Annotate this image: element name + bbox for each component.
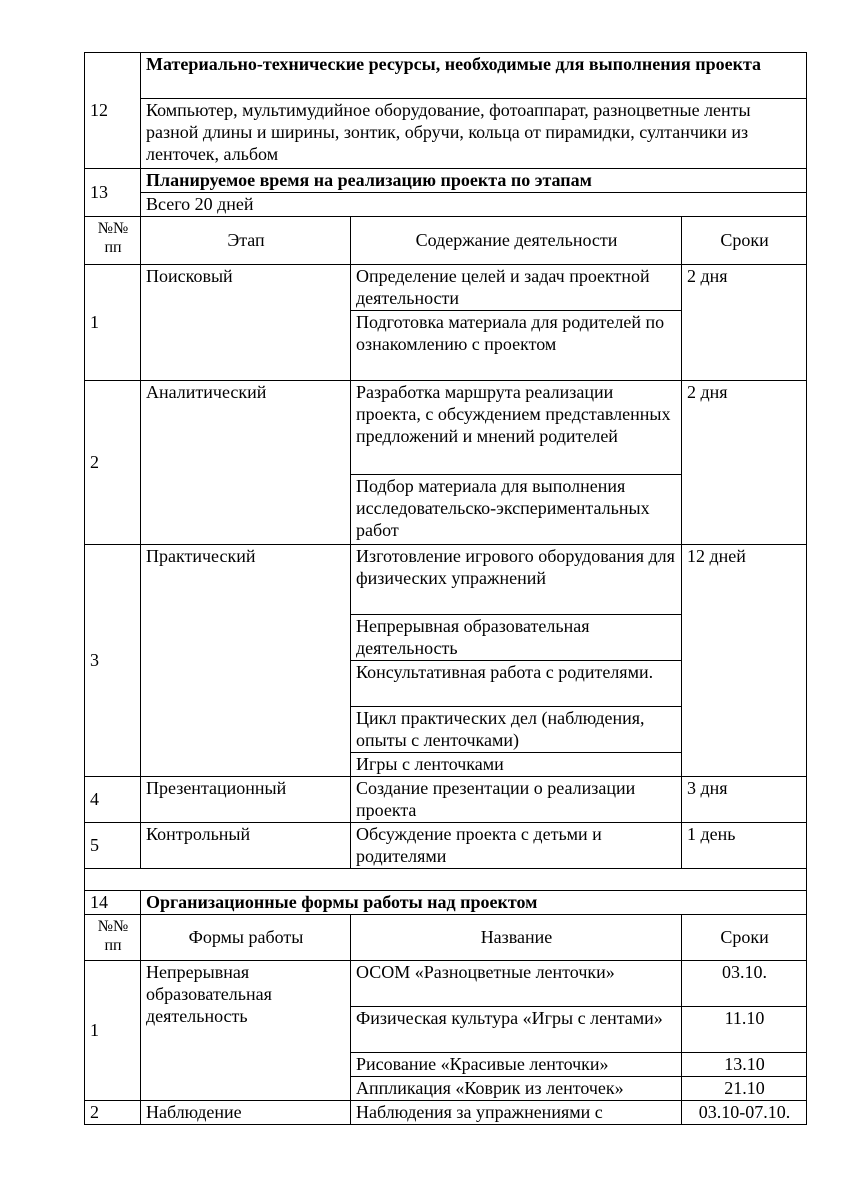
form-date: 21.10 bbox=[682, 1077, 807, 1101]
header-stage: Этап bbox=[141, 217, 351, 265]
section-14-title: Организационные формы работы над проектом bbox=[141, 891, 807, 915]
stage-name: Аналитический bbox=[141, 381, 351, 545]
stage-number: 4 bbox=[85, 777, 141, 823]
stage-term: 2 дня bbox=[682, 265, 807, 381]
header-form: Формы работы bbox=[141, 915, 351, 961]
header-terms: Сроки bbox=[682, 217, 807, 265]
form-date: 03.10-07.10. bbox=[682, 1101, 807, 1125]
stage-activity: Обсуждение проекта с детьми и родителями bbox=[351, 823, 682, 869]
stage-activity: Цикл практических дел (наблюдения, опыты с ленточками) bbox=[351, 707, 682, 753]
stage-term: 3 дня bbox=[682, 777, 807, 823]
form-number: 1 bbox=[85, 961, 141, 1101]
form-date: 11.10 bbox=[682, 1007, 807, 1053]
header-num: №№ пп bbox=[85, 915, 141, 961]
stage-number: 5 bbox=[85, 823, 141, 869]
form-activity: Наблюдения за упражнениями с bbox=[351, 1101, 682, 1125]
form-type: Непрерывная образовательная деятельность bbox=[141, 961, 351, 1101]
section-12-text: Компьютер, мультимудийное оборудование, фотоаппарат, разноцветные ленты разной длины и ширины, зонтик, обручи, кольца от пирамидки, султанчики из ленточек, альбом bbox=[141, 99, 807, 169]
stage-name: Практический bbox=[141, 545, 351, 777]
empty-row bbox=[85, 869, 807, 891]
stage-term: 12 дней bbox=[682, 545, 807, 777]
stage-activity: Подбор материала для выполнения исследовательско-экспериментальных работ bbox=[351, 475, 682, 545]
form-activity: ОСОМ «Разноцветные ленточки» bbox=[351, 961, 682, 1007]
project-table bbox=[84, 52, 807, 1125]
stage-activity: Подготовка материала для родителей по ознакомлению с проектом bbox=[351, 311, 682, 381]
form-date: 03.10. bbox=[682, 961, 807, 1007]
section-13-number: 13 bbox=[85, 169, 141, 217]
header-terms: Сроки bbox=[682, 915, 807, 961]
section-14-number: 14 bbox=[85, 891, 141, 915]
stage-activity: Создание презентации о реализации проекта bbox=[351, 777, 682, 823]
form-activity: Физическая культура «Игры с лентами» bbox=[351, 1007, 682, 1053]
stage-term: 1 день bbox=[682, 823, 807, 869]
stage-name: Поисковый bbox=[141, 265, 351, 381]
stage-activity: Изготовление игрового оборудования для физических упражнений bbox=[351, 545, 682, 615]
section-13-title: Планируемое время на реализацию проекта по этапам bbox=[141, 169, 807, 193]
header-name: Название bbox=[351, 915, 682, 961]
stage-number: 3 bbox=[85, 545, 141, 777]
stage-term: 2 дня bbox=[682, 381, 807, 545]
header-num: №№ пп bbox=[85, 217, 141, 265]
section-12-number: 12 bbox=[85, 53, 141, 169]
document-page bbox=[84, 52, 806, 1125]
form-type: Наблюдение bbox=[141, 1101, 351, 1125]
form-activity: Аппликация «Коврик из ленточек» bbox=[351, 1077, 682, 1101]
section-12-title: Материально-технические ресурсы, необходимые для выполнения проекта bbox=[141, 53, 807, 99]
stage-name: Презентационный bbox=[141, 777, 351, 823]
stage-activity: Консультативная работа с родителями. bbox=[351, 661, 682, 707]
stage-number: 2 bbox=[85, 381, 141, 545]
stage-activity: Непрерывная образовательная деятельность bbox=[351, 615, 682, 661]
stage-activity: Игры с ленточками bbox=[351, 753, 682, 777]
header-content: Содержание деятельности bbox=[351, 217, 682, 265]
stage-name: Контрольный bbox=[141, 823, 351, 869]
stage-activity: Определение целей и задач проектной деятельности bbox=[351, 265, 682, 311]
stage-number: 1 bbox=[85, 265, 141, 381]
form-activity: Рисование «Красивые ленточки» bbox=[351, 1053, 682, 1077]
form-date: 13.10 bbox=[682, 1053, 807, 1077]
form-number: 2 bbox=[85, 1101, 141, 1125]
section-13-total: Всего 20 дней bbox=[141, 193, 807, 217]
stage-activity: Разработка маршрута реализации проекта, с обсуждением представленных предложений и мнений родителей bbox=[351, 381, 682, 475]
